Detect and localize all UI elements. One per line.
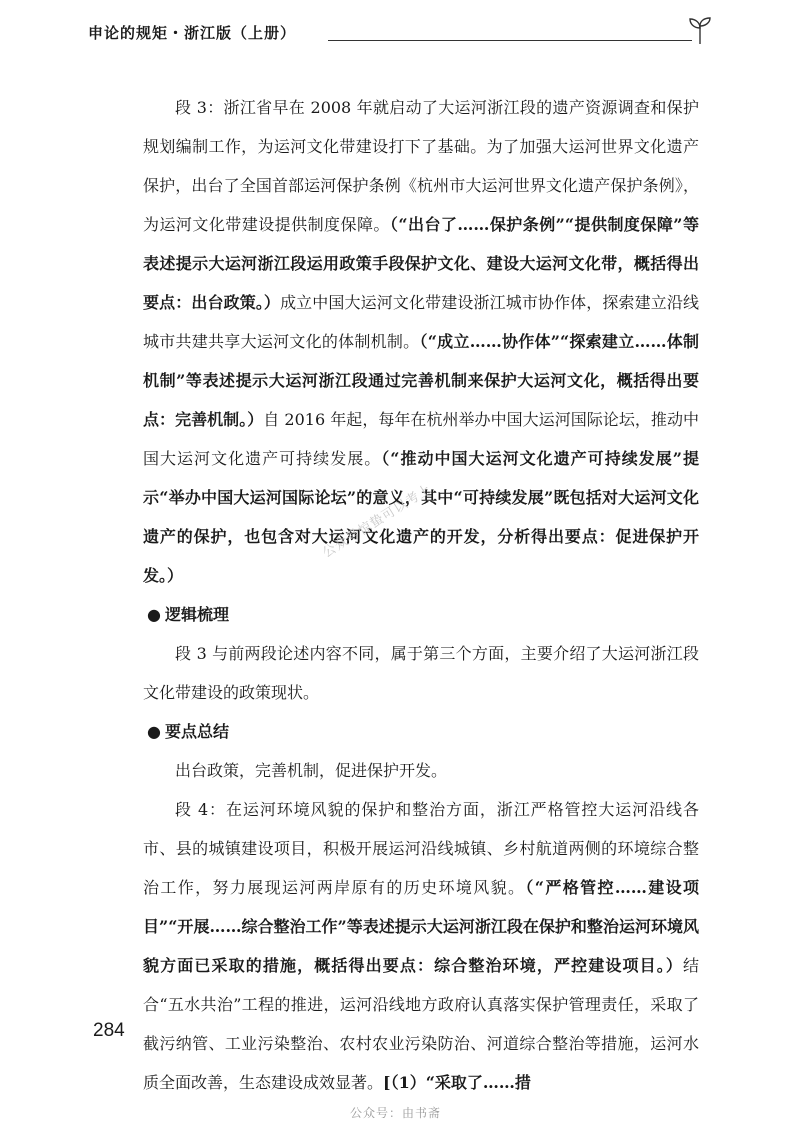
book-title: 申论的规矩・浙江版（上册） xyxy=(88,24,297,42)
running-header xyxy=(88,18,718,48)
annotation-text: （“严格管控……建设项目”“开展……综合整治工作”等表述提示大运河浙江段在保护和整治运河环境风貌方面已采取的措施，概括得出要点：综合整治环境，严控建设项目。） xyxy=(143,878,699,975)
bullet-icon: ● xyxy=(147,605,161,624)
body-text: 结合“五水共治”工程的推进，运河沿线地方政府认真落实保护管理责任，采取了截污纳管、工业污染整治、农村农业污染防治、河道综合整治等措施，运河水质全面改善，生态建设成效显著。 xyxy=(143,956,699,1092)
body-text: 出台政策，完善机制，促进保护开发。 xyxy=(175,761,448,780)
paragraph-segment-3 xyxy=(143,88,699,595)
paragraph-logic xyxy=(143,634,699,712)
heading-summary-label: 要点总结 xyxy=(164,722,229,741)
body-text: 自 2016 年起，每年在杭州举办中国大运河国际论坛，推动中国大运河文化遗产可持续发展。 xyxy=(143,410,699,468)
body-text: 段 4：在运河环境风貌的保护和整治方面，浙江严格管控大运河沿线各市、县的城镇建设项目，积极开展运河沿线城镇、乡村航道两侧的环境综合整治工作，努力展现运河两岸原有的历史环境风貌。 xyxy=(143,800,699,897)
footer-watermark: 公众号：由书斋 xyxy=(350,1106,442,1120)
body-text: 段 3 与前两段论述内容不同，属于第三个方面，主要介绍了大运河浙江段文化带建设的政策现状。 xyxy=(143,644,699,702)
main-content xyxy=(143,88,699,1102)
annotation-text: （“成立……协作体”“探索建立……体制机制”等表述提示大运河浙江段通过完善机制来保护大运河文化，概括得出要点：完善机制。） xyxy=(143,332,699,429)
bullet-icon: ● xyxy=(147,722,161,741)
header-rule xyxy=(328,40,692,41)
heading-logic-label: 逻辑梳理 xyxy=(164,605,229,624)
page-number: 284 xyxy=(93,1020,125,1041)
body-text: 成立中国大运河文化带建设浙江城市协作体，探索建立沿线城市共建共享大运河文化的体制机制。 xyxy=(143,293,699,351)
paragraph-summary xyxy=(143,751,699,790)
annotation-text: [（1）“采取了……措 xyxy=(383,1073,531,1092)
annotation-text: （“推动中国大运河文化遗产可持续发展”提示“举办中国大运河国际论坛”的意义，其中“可持续发展”既包括对大运河文化遗产的保护，也包含对大运河文化遗产的开发，分析得出要点：促进保护开发。） xyxy=(143,449,699,585)
heading-summary xyxy=(143,712,699,751)
sprout-icon xyxy=(686,16,714,46)
heading-logic xyxy=(143,595,699,634)
paragraph-segment-4 xyxy=(143,790,699,1102)
annotation-text: （“出台了……保护条例”“提供制度保障”等表述提示大运河浙江段运用政策手段保护文化、建设大运河文化带，概括得出要点：出台政策。） xyxy=(143,215,699,312)
body-text: 段 3：浙江省早在 2008 年就启动了大运河浙江段的遗产资源调查和保护规划编制工作，为运河文化带建设打下了基础。为了加强大运河世界文化遗产保护，出台了全国首部运河保护条例《杭州市大运河世界文化遗产保护条例》，为运河文化带建设提供制度保障。 xyxy=(143,98,699,234)
watermark-text: 公众号惊蛰可以考上 xyxy=(320,481,435,562)
